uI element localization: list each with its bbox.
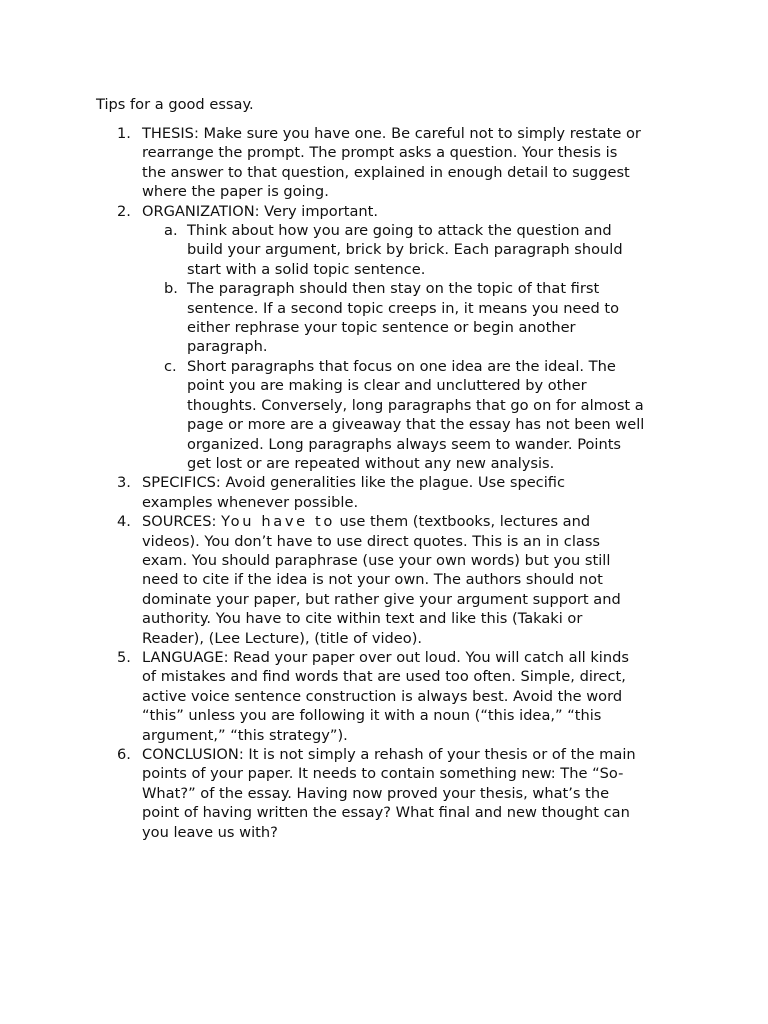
list-number: 5. <box>117 648 131 666</box>
text-line: authority. You have to cite within text and like this (Takaki or <box>142 610 583 628</box>
sublist-item-c <box>142 357 667 473</box>
text-line: rearrange the prompt. The prompt asks a question. Your thesis is <box>142 144 618 162</box>
list-item-language <box>0 648 667 745</box>
text-line: need to cite if the idea is not your own. The authors should not <box>142 571 603 589</box>
text-line: LANGUAGE: Read your paper over out loud. You will catch all kinds <box>142 648 629 666</box>
text-line: Reader), (Lee Lecture), (title of video). <box>142 629 423 647</box>
list-number: 2. <box>117 202 131 220</box>
text-segment: use them (textbooks, lectures and <box>334 513 591 531</box>
sublist-letter: a. <box>164 222 178 240</box>
text-line: dominate your paper, but rather give your argument support and <box>142 590 621 608</box>
text-line: organized. Long paragraphs always seem to wander. Points <box>187 435 622 453</box>
text-line: paragraph. <box>187 338 268 356</box>
list-number: 3. <box>117 474 131 492</box>
organization-sublist <box>142 221 667 473</box>
list-number: 4. <box>117 513 131 531</box>
text-line: points of your paper. It needs to contain something new: The “So- <box>142 765 624 783</box>
list-item-specifics <box>0 473 667 512</box>
text-line: examples whenever possible. <box>142 493 359 511</box>
spaced-text: You have to <box>221 513 335 531</box>
text-line: either rephrase your topic sentence or begin another <box>187 319 576 337</box>
text-line: The paragraph should then stay on the topic of that first <box>187 280 600 298</box>
list-item-sources <box>0 512 667 648</box>
tips-list <box>0 124 768 842</box>
text-line: the answer to that question, explained in enough detail to suggest <box>142 163 630 181</box>
sublist-letter: c. <box>164 357 177 375</box>
text-line: What?” of the essay. Having now proved your thesis, what’s the <box>142 784 610 802</box>
text-line: you leave us with? <box>142 823 278 841</box>
text-line: exam. You should paraphrase (use your own words) but you still <box>142 551 611 569</box>
text-line: Short paragraphs that focus on one idea are the ideal. The <box>187 357 616 375</box>
text-line: Think about how you are going to attack the question and <box>187 222 612 240</box>
text-line: point of having written the essay? What final and new thought can <box>142 804 630 822</box>
text-line: start with a solid topic sentence. <box>187 260 426 278</box>
text-line: argument,” “this strategy”). <box>142 726 348 744</box>
text-line: of mistakes and find words that are used too often. Simple, direct, <box>142 668 626 686</box>
text-line: SPECIFICS: Avoid generalities like the plague. Use specific <box>142 474 565 492</box>
list-item-conclusion <box>0 745 667 842</box>
text-line: page or more are a giveaway that the essay has not been well <box>187 416 645 434</box>
text-line: videos). You don’t have to use direct quotes. This is an in class <box>142 532 601 550</box>
text-line: CONCLUSION: It is not simply a rehash of your thesis or of the main <box>142 746 636 763</box>
list-item-thesis <box>0 124 667 202</box>
text-segment: SOURCES: <box>142 513 222 531</box>
list-number: 6. <box>117 746 131 763</box>
list-item-organization <box>0 202 667 474</box>
text-line: THESIS: Make sure you have one. Be careful not to simply restate or <box>142 125 641 142</box>
text-line: where the paper is going. <box>142 183 329 201</box>
text-line: active voice sentence construction is always best. Avoid the word <box>142 687 623 705</box>
list-number: 1. <box>117 125 131 142</box>
text-line: thoughts. Conversely, long paragraphs that go on for almost a <box>187 396 644 414</box>
text-line: sentence. If a second topic creeps in, it means you need to <box>187 299 620 317</box>
sublist-letter: b. <box>164 280 178 298</box>
text-line: “this” unless you are following it with a noun (“this idea,” “this <box>142 707 602 725</box>
document-title: Tips for a good essay. <box>96 96 254 113</box>
text-line: point you are making is clear and uncluttered by other <box>187 377 587 395</box>
text-line: build your argument, brick by brick. Each paragraph should <box>187 241 623 259</box>
text-line: get lost or are repeated without any new analysis. <box>187 454 555 472</box>
text-line <box>142 512 667 531</box>
sublist-item-b <box>142 279 667 357</box>
sublist-item-a <box>142 221 667 279</box>
text-line: ORGANIZATION: Very important. <box>142 202 379 220</box>
